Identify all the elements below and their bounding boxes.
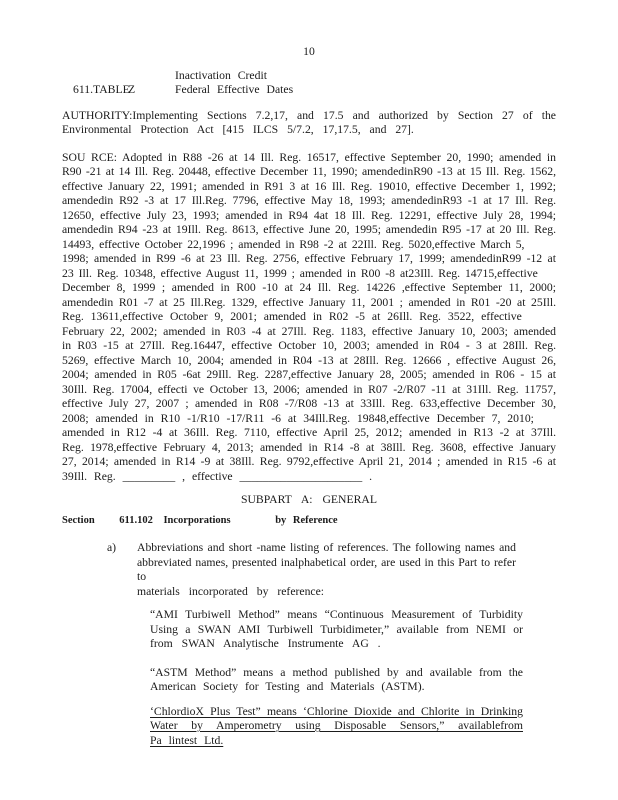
- authority-note: [62, 109, 556, 138]
- source-line: 1998; amended in R99 -6 at 23 Ill. Reg. 2756, effective February 17, 1999; amendedinR99 -12 at: [62, 252, 556, 265]
- definition-chlordiox-plus: [150, 705, 523, 749]
- table-heading: [62, 69, 556, 98]
- source-line: 39Ill. Reg. _________ , effective _____________________ .: [62, 469, 373, 483]
- source-line: effective July 27, 2007 ; amended in R08 -7/R08 -13 at 33Ill. Reg. 633,effective December 30,: [62, 397, 556, 410]
- definition-line-underlined: ‘ChlordioX Plus Test” means ‘Chlorine Dioxide and Chlorite in Drinking: [150, 704, 523, 718]
- section-heading-label: Section: [62, 514, 95, 526]
- authority-line: AUTHORITY:Implementing Sections 7.2,17, and 17.5 and authorized by Section 27 of the: [62, 108, 556, 122]
- source-line: 27, 2014; amended in R14 -9 at 38Ill. Reg. 9792,effective April 21, 2014 ; amended in R15 -6 at: [62, 455, 556, 468]
- page-number: 10: [303, 45, 315, 58]
- source-line: R90 -21 at 14 Ill. Reg. 20448, effective December 11, 1990; amendedinR90 -13 at 15 Ill. Reg. 1562,: [62, 165, 556, 178]
- paragraph-a-line: abbreviated names, presented inalphabetical order, are used in this Part to refer to: [137, 555, 516, 583]
- authority-line: Environmental Protection Act [415 ILCS 5/7.2, 17,17.5, and 27].: [62, 123, 414, 136]
- section-heading-title-1: Incorporations: [163, 514, 231, 526]
- table-letter: Z: [128, 83, 136, 96]
- source-line: 2004; amended in R05 -6at 29Ill. Reg. 2287,effective January 28, 2005; amended in R06 - 15 at: [62, 368, 556, 381]
- source-line: February 22, 2002; amended in R03 -4 at 27Ill. Reg. 1183, effective January 10, 2003; amended: [62, 324, 556, 338]
- definition-line-underlined: Pa lintest Ltd.: [150, 733, 224, 747]
- table-heading-credit-line: Inactivation Credit: [175, 68, 267, 82]
- definition-line-underlined: Water by Amperometry using Disposable Sensors,” availablefrom: [150, 719, 523, 732]
- source-line: 14493, effective October 22,1996 ; amended in R98 -2 at 22Ill. Reg. 5020,effective March 5,: [62, 237, 525, 251]
- source-line: amendedin R92 -3 at 17 Ill.Reg. 7796, effective May 18, 1993; amendedinR93 -1 at 17 Ill. Reg.: [62, 194, 556, 207]
- source-line: amendedin R94 -23 at 19Ill. Reg. 8613, effective June 20, 1995; amendedin R95 -17 at 20 Ill. Reg.: [62, 223, 556, 236]
- source-line: Reg. 1978,effective February 4, 2013; amended in R14 -8 at 38Ill. Reg. 3608, effective January: [62, 440, 556, 454]
- paragraph-a-label: a): [107, 541, 117, 554]
- paragraph-a-line: materials incorporated by reference:: [137, 584, 325, 598]
- definition-line: Using a SWAN AMI Turbiwell Turbidimeter,” available from NEMI or: [150, 622, 523, 636]
- source-line: December 8, 1999 ; amended in R00 -10 at 24 Ill. Reg. 14226 ,effective September 11, 2000;: [62, 281, 556, 294]
- source-line: 23 Ill. Reg. 10348, effective August 11, 1999 ; amended in R00 -8 at23Ill. Reg. 14715,effective: [62, 266, 538, 280]
- source-note: [62, 151, 556, 485]
- source-line: 30Ill. Reg. 17004, effecti ve October 13, 2006; amended in R07 -2/R07 -11 at 31Ill. Reg. 11757,: [62, 382, 556, 396]
- source-line: in R03 -15 at 27Ill. Reg.16447, effective October 10, 2003; amended in R04 - 3 at 28Ill. Reg.: [62, 339, 556, 352]
- table-title: Federal Effective Dates: [175, 83, 294, 96]
- paragraph-a-line: Abbreviations and short -name listing of references. The following names and: [137, 541, 516, 554]
- source-line: amendedin R01 -7 at 25 Ill.Reg. 1329, effective January 11, 2001 ; amended in R01 -20 at 25Ill.: [62, 295, 556, 309]
- section-heading: [62, 514, 556, 529]
- definition-line: from SWAN Analytische Instrumente AG .: [150, 637, 381, 650]
- source-line: 2008; amended in R10 -1/R10 -17/R11 -6 at 34Ill.Reg. 19848,effective December 7, 2010;: [62, 411, 534, 425]
- source-line: amended in R12 -4 at 36Ill. Reg. 7110, effective April 25, 2012; amended in R13 -2 at 37Ill.: [62, 426, 556, 439]
- definition-astm-method: [150, 666, 523, 695]
- source-line: SOU RCE: Adopted in R88 -26 at 14 Ill. Reg. 16517, effective September 20, 1990; amended in: [62, 150, 556, 164]
- source-line: 5269, effective March 10, 2004; amended in R04 -13 at 28Ill. Reg. 12666 , effective August 26,: [62, 353, 556, 367]
- table-number: 611.TABLE: [73, 83, 130, 96]
- table-heading-row-1: [62, 69, 556, 84]
- source-line: Reg. 13611,effective October 9, 2001; amended in R02 -5 at 26Ill. Reg. 3522, effective: [62, 310, 522, 323]
- section-heading-title-2: by Reference: [275, 514, 338, 526]
- source-line: effective January 22, 1991; amended in R91 3 at 16 Ill. Reg. 19010, effective December 1, 1992;: [62, 179, 556, 193]
- definition-line: American Society for Testing and Materials (ASTM).: [150, 680, 425, 693]
- source-line: 12650, effective July 23, 1993; amended in R94 4at 18 Ill. Reg. 12291, effective July 28, 1994;: [62, 208, 556, 222]
- definition-line: “ASTM Method” means a method published by and available from the: [150, 665, 523, 679]
- section-heading-number: 611.102: [119, 514, 153, 526]
- subpart-heading: SUBPART A: GENERAL: [240, 493, 378, 506]
- definition-ami-turbiwell: [150, 608, 523, 652]
- table-heading-row-2: [62, 83, 556, 98]
- definition-line: “AMI Turbiwell Method” means “Continuous Measurement of Turbidity: [150, 608, 523, 621]
- paragraph-a: [107, 541, 516, 599]
